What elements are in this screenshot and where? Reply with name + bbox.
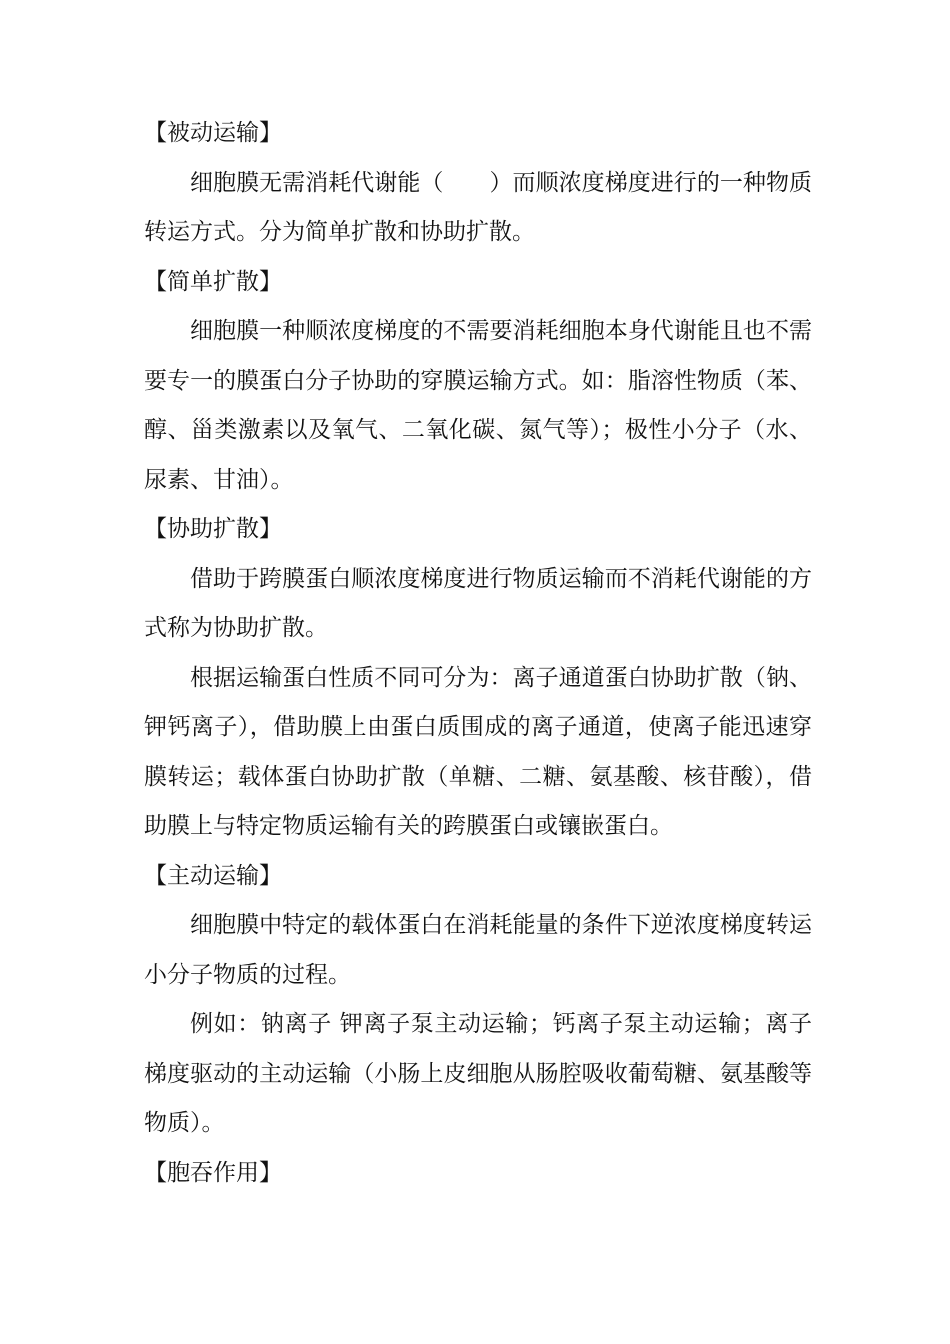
paragraph: 细胞膜一种顺浓度梯度的不需要消耗细胞本身代谢能且也不需要专一的膜蛋白分子协助的穿膜运输方式。如：脂溶性物质（苯、醇、甾类激素以及氧气、二氧化碳、氮气等）；极性小分子（水、尿素、甘油）。	[144, 318, 812, 493]
section-heading: 【主动运输】	[144, 862, 282, 889]
section-heading: 【被动运输】	[144, 120, 282, 146]
section-heading: 【胞吞作用】	[144, 1159, 282, 1186]
section-heading: 【简单扩散】	[144, 268, 282, 295]
paragraph: 借助于跨膜蛋白顺浓度梯度进行物质运输而不消耗代谢能的方式称为协助扩散。	[144, 565, 812, 641]
paragraph: 例如：钠离子 钾离子泵主动运输；钙离子泵主动运输；离子梯度驱动的主动运输（小肠上皮细胞从肠腔吸收葡萄糖、氨基酸等物质）。	[144, 1011, 812, 1136]
section-heading: 【协助扩散】	[144, 516, 282, 542]
section-active-transport	[144, 852, 812, 1149]
paragraph: 细胞膜无需消耗代谢能（ ）而顺浓度梯度进行的一种物质转运方式。分为简单扩散和协助扩散。	[144, 169, 812, 245]
document-body	[144, 109, 812, 1198]
section-endocytosis	[144, 1149, 812, 1199]
paragraph: 根据运输蛋白性质不同可分为：离子通道蛋白协助扩散（钠、钾钙离子），借助膜上由蛋白质围成的离子通道，使离子能迅速穿膜转运；载体蛋白协助扩散（单糖、二糖、氨基酸、核苷酸），借助膜上与特定物质运输有关的跨膜蛋白或镶嵌蛋白。	[144, 664, 812, 839]
section-simple-diffusion	[144, 258, 812, 506]
section-passive-transport	[144, 109, 812, 258]
paragraph: 细胞膜中特定的载体蛋白在消耗能量的条件下逆浓度梯度转运小分子物质的过程。	[144, 912, 812, 988]
section-facilitated-diffusion	[144, 505, 812, 852]
